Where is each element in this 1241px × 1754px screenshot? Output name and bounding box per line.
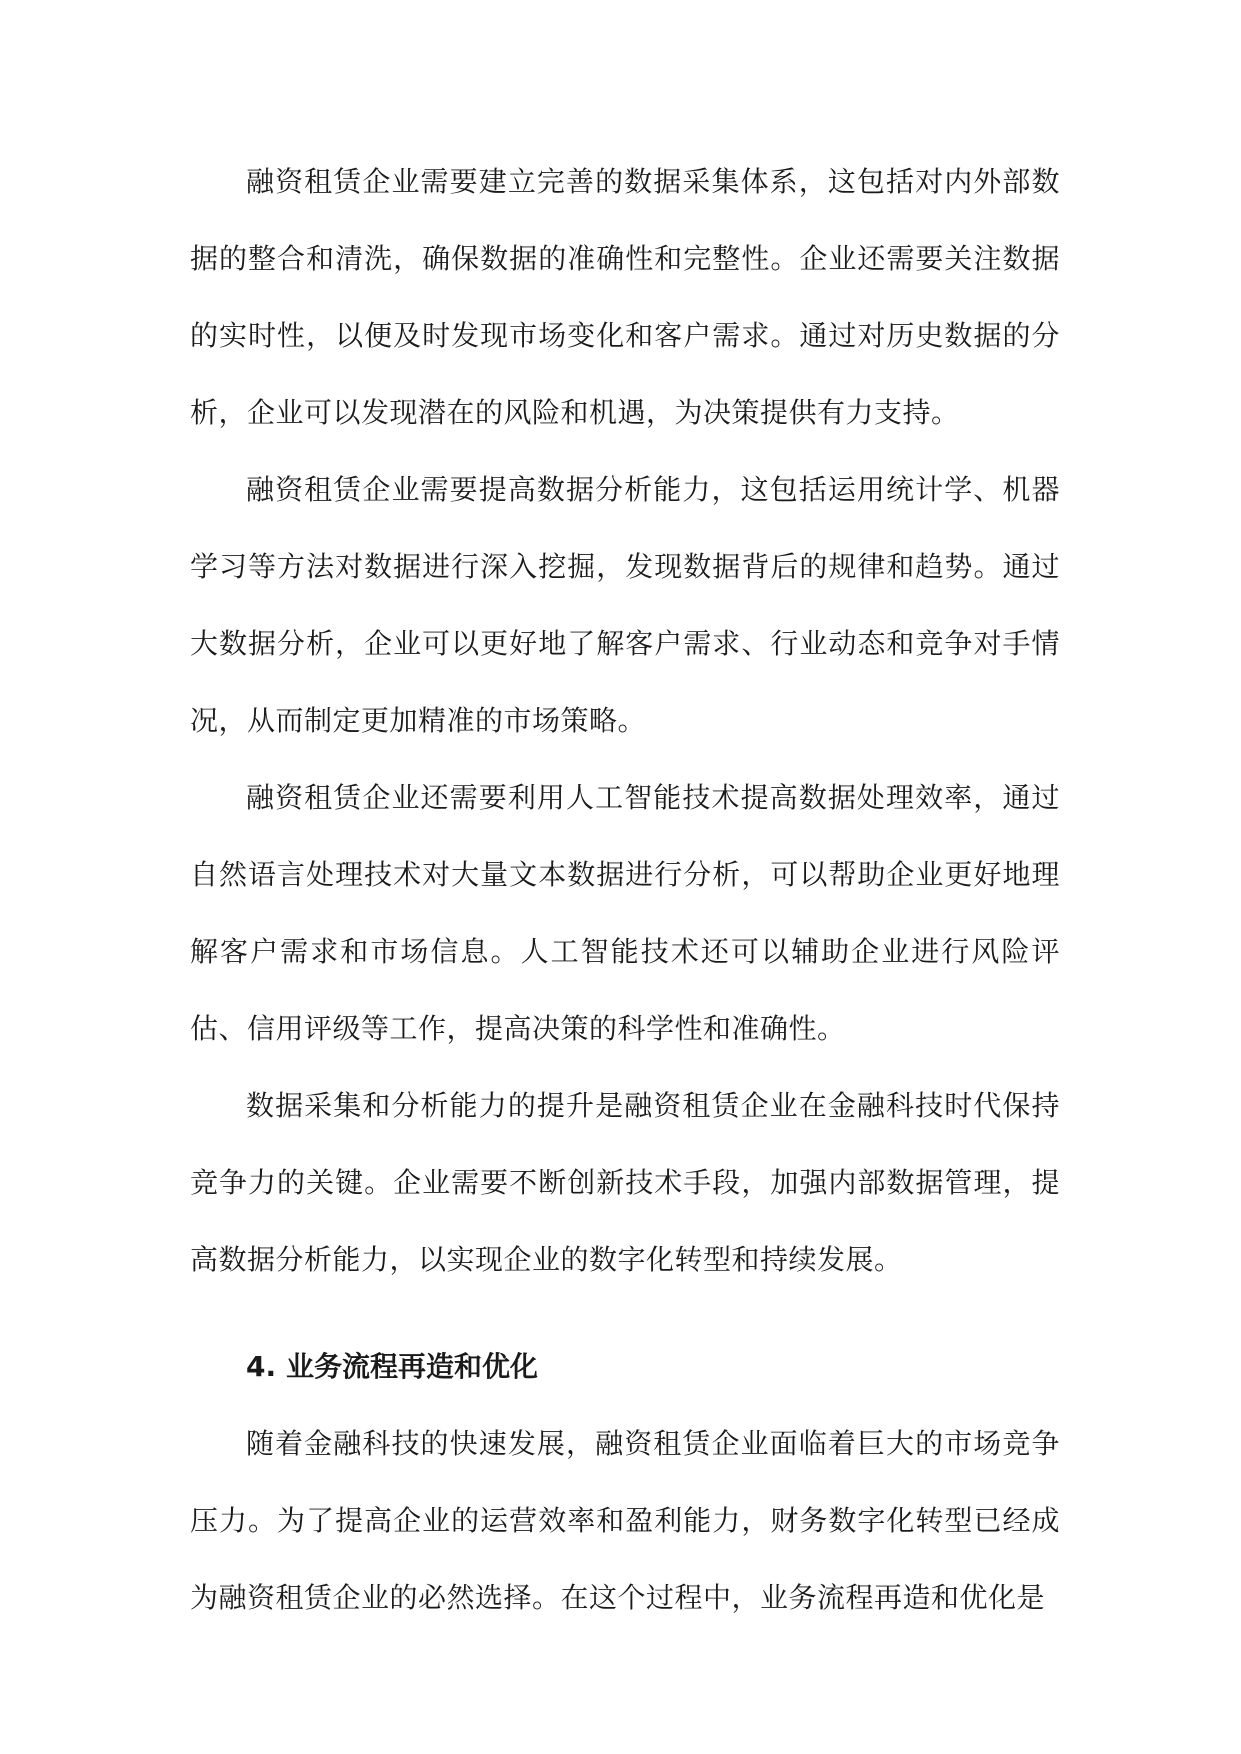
section-heading: [190, 1328, 1060, 1405]
section-title: 业务流程再造和优化: [286, 1350, 539, 1383]
paragraph-process-intro: 随着金融科技的快速发展，融资租赁企业面临着巨大的市场竞争压力。为了提高企业的运营效率和盈利能力，财务数字化转型已经成为融资租赁企业的必然选择。在这个过程中，业务流程再造和优化是: [190, 1427, 1060, 1614]
document-body: [190, 143, 1060, 1636]
section-number: 4.: [246, 1350, 277, 1383]
paragraph-data-collection: 融资租赁企业需要建立完善的数据采集体系，这包括对内外部数据的整合和清洗，确保数据的准确性和完整性。企业还需要关注数据的实时性，以便及时发现市场变化和客户需求。通过对历史数据的分析，企业可以发现潜在的风险和机遇，为决策提供有力支持。: [190, 165, 1060, 429]
paragraph-data-analysis: 融资租赁企业需要提高数据分析能力，这包括运用统计学、机器学习等方法对数据进行深入挖掘，发现数据背后的规律和趋势。通过大数据分析，企业可以更好地了解客户需求、行业动态和竞争对手情况，从而制定更加精准的市场策略。: [190, 473, 1060, 737]
paragraph-ai-processing: 融资租赁企业还需要利用人工智能技术提高数据处理效率，通过自然语言处理技术对大量文本数据进行分析，可以帮助企业更好地理解客户需求和市场信息。人工智能技术还可以辅助企业进行风险评估、信用评级等工作，提高决策的科学性和准确性。: [190, 781, 1060, 1045]
paragraph-summary: 数据采集和分析能力的提升是融资租赁企业在金融科技时代保持竞争力的关键。企业需要不断创新技术手段，加强内部数据管理，提高数据分析能力，以实现企业的数字化转型和持续发展。: [190, 1089, 1060, 1276]
